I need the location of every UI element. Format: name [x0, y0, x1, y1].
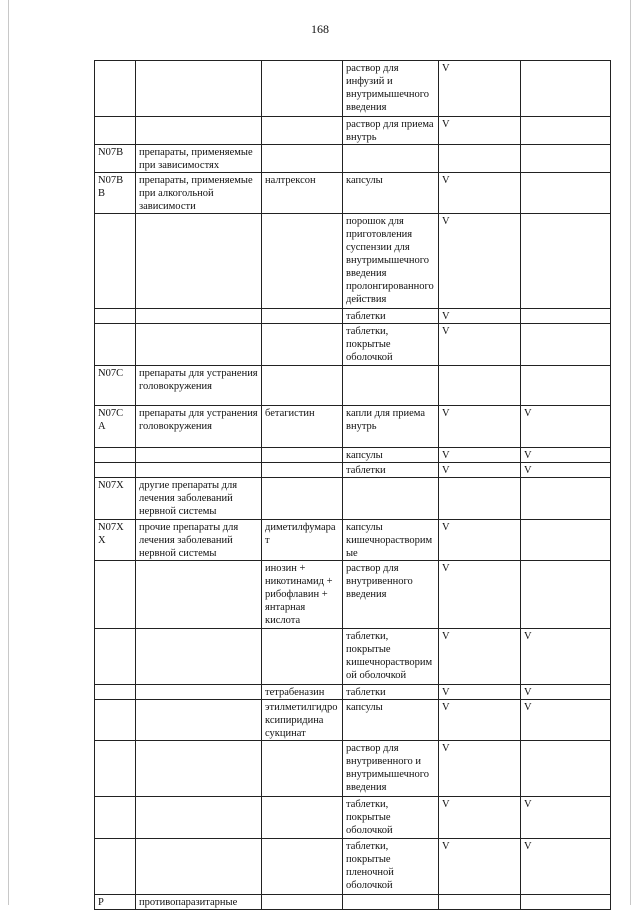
group-name-cell	[136, 839, 262, 895]
dosage-form-cell: раствор для приема внутрь	[343, 117, 439, 145]
inn-cell	[262, 324, 343, 366]
mark-cell-2: V	[521, 463, 611, 478]
atc-code-cell: P	[95, 895, 136, 910]
inn-cell	[262, 797, 343, 839]
inn-cell	[262, 463, 343, 478]
scan-edge-right	[630, 0, 631, 905]
group-name-cell	[136, 117, 262, 145]
atc-code-cell	[95, 463, 136, 478]
mark-cell-2	[521, 117, 611, 145]
mark-cell-2: V	[521, 629, 611, 685]
dosage-form-cell	[343, 895, 439, 910]
inn-cell: этилметилгидроксипиридина сукцинат	[262, 700, 343, 741]
inn-cell	[262, 741, 343, 797]
dosage-form-cell: таблетки	[343, 685, 439, 700]
table-row	[95, 173, 611, 214]
table-row	[95, 324, 611, 366]
dosage-form-cell	[343, 366, 439, 406]
table-row	[95, 685, 611, 700]
mark-cell-1: V	[439, 839, 521, 895]
dosage-form-cell	[343, 478, 439, 520]
group-name-cell	[136, 463, 262, 478]
inn-cell: диметилфумарат	[262, 520, 343, 561]
atc-code-cell: N07C A	[95, 406, 136, 448]
atc-code-cell	[95, 309, 136, 324]
group-name-cell	[136, 629, 262, 685]
mark-cell-2	[521, 520, 611, 561]
mark-cell-2	[521, 366, 611, 406]
table-row	[95, 839, 611, 895]
mark-cell-1: V	[439, 324, 521, 366]
inn-cell	[262, 214, 343, 309]
inn-cell	[262, 895, 343, 910]
atc-code-cell	[95, 685, 136, 700]
table-row	[95, 145, 611, 173]
atc-code-cell	[95, 561, 136, 629]
mark-cell-2	[521, 478, 611, 520]
dosage-form-cell: таблетки	[343, 463, 439, 478]
dosage-form-cell: таблетки, покрытые оболочкой	[343, 797, 439, 839]
inn-cell	[262, 478, 343, 520]
mark-cell-1	[439, 366, 521, 406]
mark-cell-1: V	[439, 309, 521, 324]
dosage-form-cell: раствор для инфузий и внутримышечного введения	[343, 61, 439, 117]
table-row	[95, 700, 611, 741]
group-name-cell	[136, 700, 262, 741]
table-row	[95, 520, 611, 561]
mark-cell-2	[521, 561, 611, 629]
table-row	[95, 366, 611, 406]
dosage-form-cell: раствор для внутривенного введения	[343, 561, 439, 629]
table-row	[95, 797, 611, 839]
atc-code-cell	[95, 797, 136, 839]
inn-cell	[262, 145, 343, 173]
mark-cell-2	[521, 173, 611, 214]
table-row	[95, 629, 611, 685]
mark-cell-1: V	[439, 685, 521, 700]
mark-cell-1: V	[439, 61, 521, 117]
page-number: 168	[311, 22, 329, 36]
group-name-cell: противопаразитарные	[136, 895, 262, 910]
inn-cell: инозин + никотинамид + рибофлавин + янтарная кислота	[262, 561, 343, 629]
mark-cell-2: V	[521, 839, 611, 895]
inn-cell	[262, 309, 343, 324]
dosage-form-cell: капсулы	[343, 700, 439, 741]
mark-cell-1: V	[439, 700, 521, 741]
atc-code-cell	[95, 214, 136, 309]
mark-cell-2	[521, 895, 611, 910]
table-row	[95, 741, 611, 797]
mark-cell-1: V	[439, 406, 521, 448]
inn-cell: тетрабеназин	[262, 685, 343, 700]
mark-cell-2: V	[521, 700, 611, 741]
dosage-form-cell: таблетки, покрытые пленочной оболочкой	[343, 839, 439, 895]
inn-cell: налтрексон	[262, 173, 343, 214]
mark-cell-1	[439, 895, 521, 910]
scan-edge-left	[8, 0, 9, 905]
mark-cell-2: V	[521, 797, 611, 839]
mark-cell-1: V	[439, 448, 521, 463]
group-name-cell	[136, 561, 262, 629]
dosage-form-cell: капсулы	[343, 448, 439, 463]
group-name-cell	[136, 685, 262, 700]
group-name-cell: другие препараты для лечения заболеваний нервной системы	[136, 478, 262, 520]
table-row	[95, 61, 611, 117]
atc-code-cell	[95, 117, 136, 145]
group-name-cell: препараты для устранения головокружения	[136, 406, 262, 448]
mark-cell-2	[521, 309, 611, 324]
dosage-form-cell: таблетки, покрытые кишечнорастворимой оболочкой	[343, 629, 439, 685]
mark-cell-2: V	[521, 685, 611, 700]
atc-code-cell: N07X X	[95, 520, 136, 561]
inn-cell	[262, 366, 343, 406]
group-name-cell: препараты для устранения головокружения	[136, 366, 262, 406]
dosage-form-cell: таблетки	[343, 309, 439, 324]
drug-table-body	[95, 61, 611, 910]
atc-code-cell: N07C	[95, 366, 136, 406]
mark-cell-2	[521, 214, 611, 309]
dosage-form-cell: раствор для внутривенного и внутримышечного введения	[343, 741, 439, 797]
atc-code-cell	[95, 629, 136, 685]
group-name-cell: препараты, применяемые при зависимостях	[136, 145, 262, 173]
mark-cell-2: V	[521, 406, 611, 448]
group-name-cell	[136, 448, 262, 463]
atc-code-cell	[95, 61, 136, 117]
mark-cell-1: V	[439, 117, 521, 145]
table-row	[95, 478, 611, 520]
table-row	[95, 406, 611, 448]
table-row	[95, 895, 611, 910]
group-name-cell	[136, 61, 262, 117]
table-row	[95, 463, 611, 478]
dosage-form-cell	[343, 145, 439, 173]
group-name-cell	[136, 214, 262, 309]
mark-cell-1: V	[439, 561, 521, 629]
group-name-cell	[136, 324, 262, 366]
mark-cell-1: V	[439, 629, 521, 685]
dosage-form-cell: капли для приема внутрь	[343, 406, 439, 448]
group-name-cell	[136, 741, 262, 797]
inn-cell	[262, 117, 343, 145]
dosage-form-cell: капсулы кишечнорастворимые	[343, 520, 439, 561]
atc-code-cell	[95, 700, 136, 741]
atc-code-cell	[95, 324, 136, 366]
inn-cell	[262, 61, 343, 117]
group-name-cell: препараты, применяемые при алкогольной зависимости	[136, 173, 262, 214]
dosage-form-cell: капсулы	[343, 173, 439, 214]
inn-cell: бетагистин	[262, 406, 343, 448]
mark-cell-1	[439, 145, 521, 173]
mark-cell-2	[521, 324, 611, 366]
mark-cell-2: V	[521, 448, 611, 463]
group-name-cell	[136, 797, 262, 839]
mark-cell-1	[439, 478, 521, 520]
group-name-cell: прочие препараты для лечения заболеваний нервной системы	[136, 520, 262, 561]
inn-cell	[262, 629, 343, 685]
atc-code-cell	[95, 839, 136, 895]
table-row	[95, 214, 611, 309]
atc-code-cell: N07X	[95, 478, 136, 520]
mark-cell-1: V	[439, 463, 521, 478]
drug-table	[94, 60, 611, 910]
mark-cell-1: V	[439, 741, 521, 797]
table-row	[95, 309, 611, 324]
table-row	[95, 448, 611, 463]
table-row	[95, 117, 611, 145]
group-name-cell	[136, 309, 262, 324]
mark-cell-2	[521, 741, 611, 797]
atc-code-cell: N07B	[95, 145, 136, 173]
mark-cell-2	[521, 145, 611, 173]
mark-cell-2	[521, 61, 611, 117]
mark-cell-1: V	[439, 797, 521, 839]
mark-cell-1: V	[439, 214, 521, 309]
inn-cell	[262, 448, 343, 463]
table-row	[95, 561, 611, 629]
mark-cell-1: V	[439, 520, 521, 561]
atc-code-cell	[95, 448, 136, 463]
dosage-form-cell: таблетки, покрытые оболочкой	[343, 324, 439, 366]
inn-cell	[262, 839, 343, 895]
dosage-form-cell: порошок для приготовления суспензии для внутримышечного введения пролонгированного действия	[343, 214, 439, 309]
mark-cell-1: V	[439, 173, 521, 214]
atc-code-cell	[95, 741, 136, 797]
atc-code-cell: N07B B	[95, 173, 136, 214]
